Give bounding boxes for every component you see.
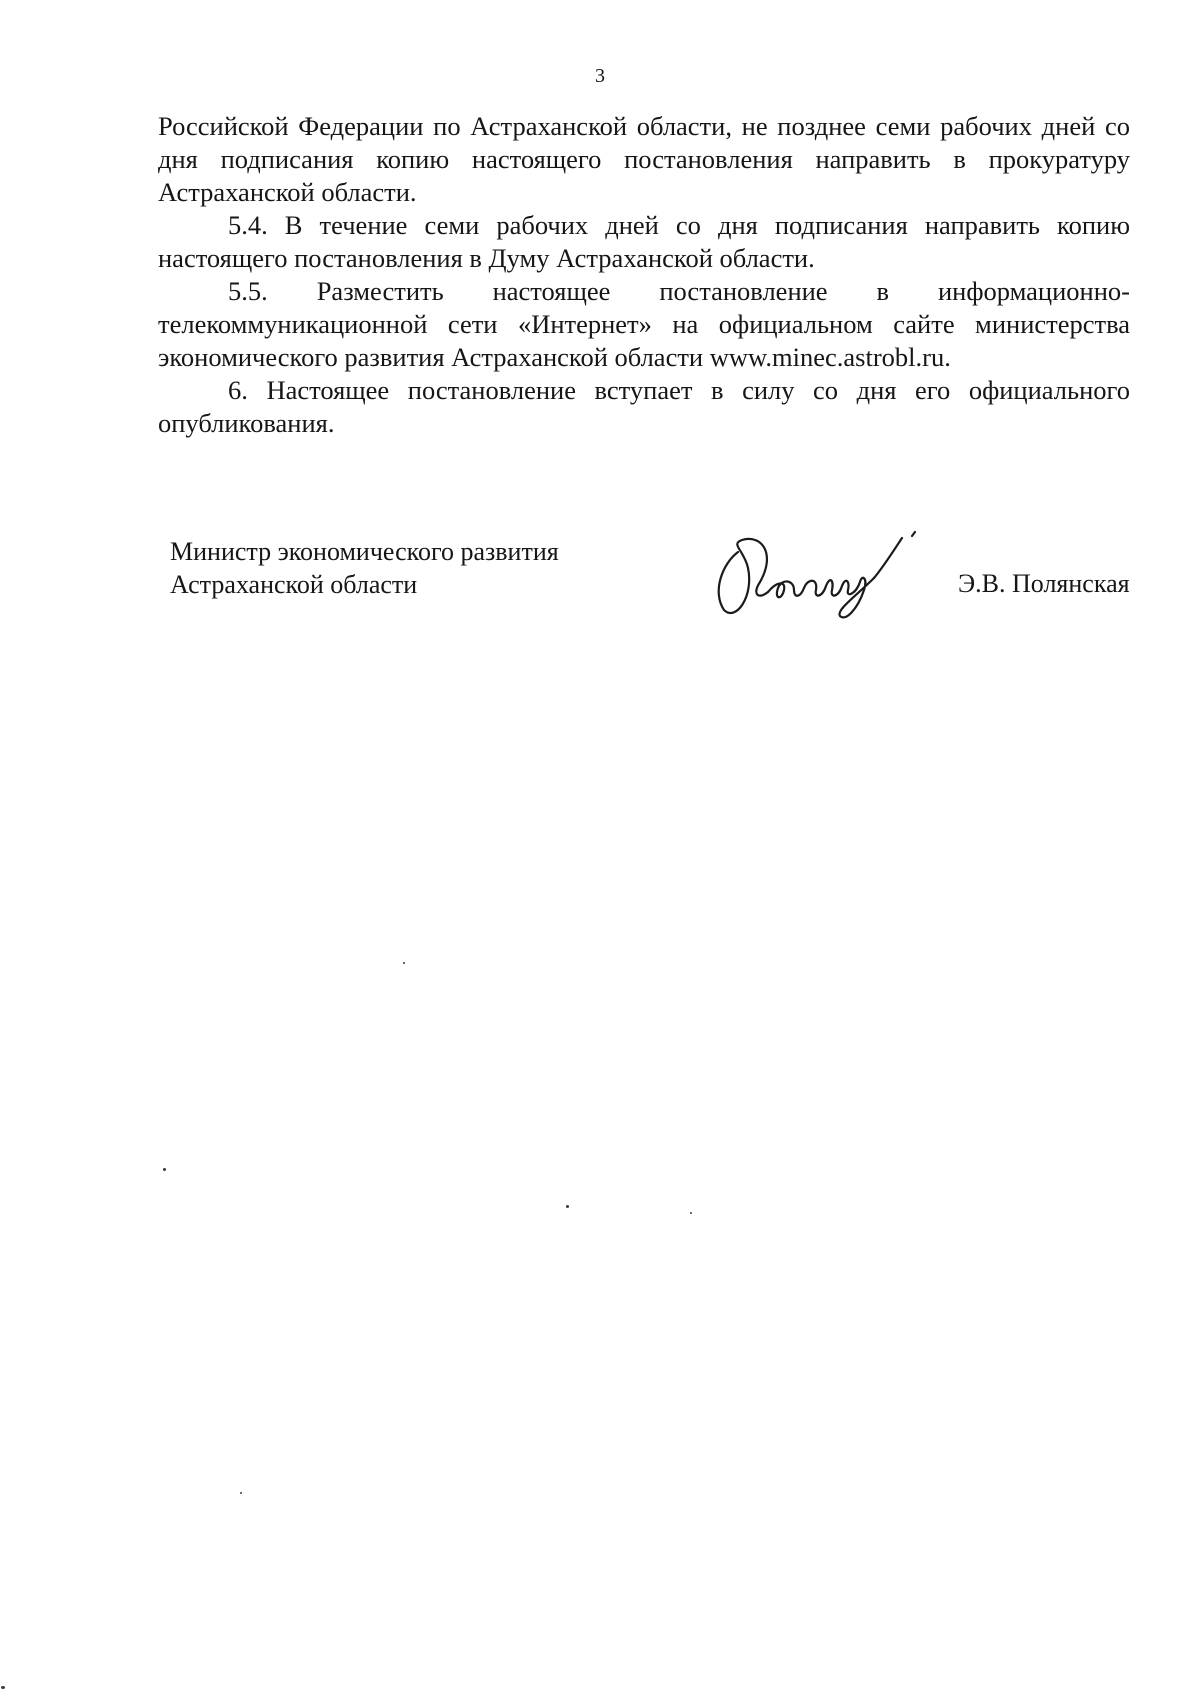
scan-speck bbox=[163, 1168, 166, 1171]
signatory-position bbox=[170, 535, 559, 601]
signatory-position-line-1: Министр экономического развития bbox=[170, 537, 559, 566]
scan-speck bbox=[690, 1212, 692, 1214]
scan-speck bbox=[1, 1686, 5, 1689]
scan-speck bbox=[240, 1492, 242, 1494]
paragraph-6: 6. Настоящее постановление вступает в силу со дня его официального опубликования. bbox=[158, 375, 1130, 438]
paragraph-continuation: Российской Федерации по Астраханской области, не позднее семи рабочих дней со дня подписания копию настоящего постановления направить в прокуратуру Астраханской области. bbox=[158, 111, 1130, 207]
signer-name: Э.В. Полянская bbox=[958, 569, 1130, 598]
handwritten-signature bbox=[708, 530, 928, 625]
signatory-position-line-2: Астраханской области bbox=[170, 570, 418, 599]
scan-speck bbox=[566, 1205, 569, 1208]
page-number: 3 bbox=[595, 65, 605, 87]
paragraph-5-5: 5.5. Разместить настоящее постановление в информационно-телекоммуникационной сети «Интернет» на официальном сайте министерства экономического развития Астраханской области www.minec.astrobl.ru. bbox=[158, 276, 1130, 372]
scan-speck bbox=[403, 962, 405, 964]
paragraph-5-4: 5.4. В течение семи рабочих дней со дня подписания направить копию настоящего постановления в Думу Астраханской области. bbox=[158, 210, 1130, 273]
document-body bbox=[158, 110, 1130, 440]
